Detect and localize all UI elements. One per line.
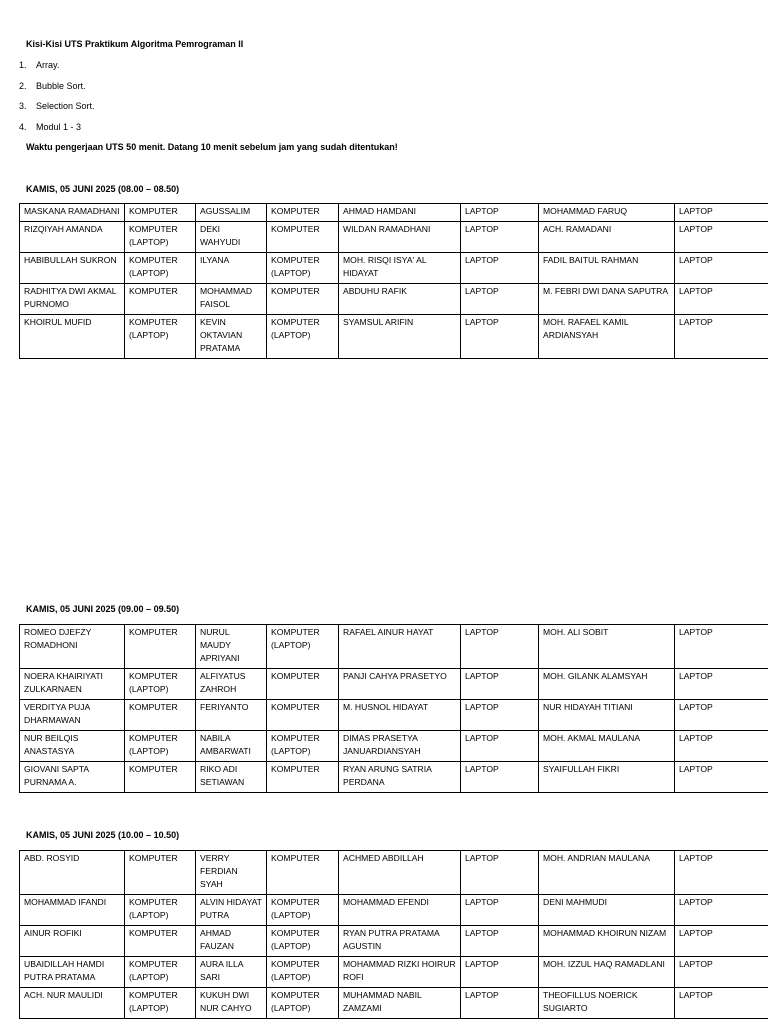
session-title: KAMIS, 05 JUNI 2025 (10.00 – 10.50) [26, 830, 180, 840]
student-name-cell: MOH. RISQI ISYA' AL HIDAYAT [339, 253, 461, 284]
student-name-cell: MOH. GILANK ALAMSYAH [539, 669, 675, 700]
device-cell: KOMPUTER [125, 700, 196, 731]
device-cell: KOMPUTER [267, 284, 339, 315]
device-cell: KOMPUTER (LAPTOP) [125, 957, 196, 988]
student-name-cell: RIZQIYAH AMANDA [20, 222, 125, 253]
device-cell: KOMPUTER (LAPTOP) [267, 957, 339, 988]
student-name-cell: VERRY FERDIAN SYAH [196, 851, 267, 895]
device-cell: LAPTOP [461, 253, 539, 284]
table-row [20, 988, 768, 1019]
device-cell: LAPTOP [675, 988, 768, 1019]
student-name-cell: RAFAEL AINUR HAYAT [339, 625, 461, 669]
topic-number: 1. [19, 60, 27, 70]
student-name-cell: ROMEO DJEFZY ROMADHONI [20, 625, 125, 669]
table-row [20, 222, 768, 253]
student-name-cell: DENI MAHMUDI [539, 895, 675, 926]
device-cell: KOMPUTER (LAPTOP) [267, 926, 339, 957]
device-cell: KOMPUTER [267, 762, 339, 793]
student-name-cell: FADIL BAITUL RAHMAN [539, 253, 675, 284]
device-cell: LAPTOP [675, 926, 768, 957]
device-cell: LAPTOP [675, 669, 768, 700]
topic-text: Bubble Sort. [36, 80, 86, 91]
document-title: Kisi-Kisi UTS Praktikum Algoritma Pemrograman II [26, 39, 244, 49]
student-name-cell: RIKO ADI SETIAWAN [196, 762, 267, 793]
device-cell: LAPTOP [461, 762, 539, 793]
device-cell: KOMPUTER (LAPTOP) [267, 988, 339, 1019]
student-name-cell: MOHAMMAD FARUQ [539, 204, 675, 222]
student-name-cell: NURUL MAUDY APRIYANI [196, 625, 267, 669]
device-cell: LAPTOP [461, 284, 539, 315]
device-cell: KOMPUTER (LAPTOP) [125, 222, 196, 253]
student-name-cell: AURA ILLA SARI [196, 957, 267, 988]
student-name-cell: NUR BEILQIS ANASTASYA [20, 731, 125, 762]
student-name-cell: MASKANA RAMADHANI [20, 204, 125, 222]
device-cell: KOMPUTER [267, 669, 339, 700]
topic-text: Modul 1 - 3 [36, 121, 82, 132]
student-name-cell: MUHAMMAD NABIL ZAMZAMI [339, 988, 461, 1019]
student-name-cell: MOHAMMAD KHOIRUN NIZAM [539, 926, 675, 957]
device-cell: LAPTOP [461, 957, 539, 988]
device-cell: KOMPUTER (LAPTOP) [267, 895, 339, 926]
device-cell: LAPTOP [461, 700, 539, 731]
student-name-cell: AGUSSALIM [196, 204, 267, 222]
device-cell: KOMPUTER [125, 625, 196, 669]
table-row [20, 851, 768, 895]
student-name-cell: MOH. RAFAEL KAMIL ARDIANSYAH [539, 315, 675, 359]
topic-number: 2. [19, 80, 27, 91]
topic-item [19, 80, 95, 101]
topic-number: 3. [19, 101, 27, 111]
topic-text: Selection Sort. [36, 101, 95, 111]
table-row [20, 700, 768, 731]
student-name-cell: RADHITYA DWI AKMAL PURNOMO [20, 284, 125, 315]
device-cell: KOMPUTER [125, 762, 196, 793]
device-cell: KOMPUTER (LAPTOP) [267, 253, 339, 284]
student-name-cell: MOHAMMAD EFENDI [339, 895, 461, 926]
student-name-cell: GIOVANI SAPTA PURNAMA A. [20, 762, 125, 793]
session-title: KAMIS, 05 JUNI 2025 (08.00 – 08.50) [26, 184, 180, 194]
device-cell: LAPTOP [675, 204, 768, 222]
student-name-cell: MOH. AKMAL MAULANA [539, 731, 675, 762]
student-name-cell: KUKUH DWI NUR CAHYO [196, 988, 267, 1019]
device-cell: KOMPUTER [125, 851, 196, 895]
device-cell: KOMPUTER (LAPTOP) [125, 669, 196, 700]
table-row [20, 284, 768, 315]
device-cell: LAPTOP [675, 315, 768, 359]
schedule-table [19, 624, 768, 793]
student-name-cell: ALVIN HIDAYAT PUTRA [196, 895, 267, 926]
student-name-cell: ILYANA [196, 253, 267, 284]
topic-item [19, 100, 95, 121]
device-cell: LAPTOP [675, 700, 768, 731]
student-name-cell: AHMAD FAUZAN [196, 926, 267, 957]
student-name-cell: AINUR ROFIKI [20, 926, 125, 957]
student-name-cell: THEOFILLUS NOERICK SUGIARTO [539, 988, 675, 1019]
device-cell: LAPTOP [675, 222, 768, 253]
device-cell: KOMPUTER [267, 222, 339, 253]
topic-item [19, 59, 95, 80]
student-name-cell: ACH. RAMADANI [539, 222, 675, 253]
table-row [20, 625, 768, 669]
table-row [20, 731, 768, 762]
device-cell: LAPTOP [461, 315, 539, 359]
student-name-cell: AHMAD HAMDANI [339, 204, 461, 222]
student-name-cell: RYAN ARUNG SATRIA PERDANA [339, 762, 461, 793]
device-cell: KOMPUTER (LAPTOP) [125, 731, 196, 762]
table-row [20, 895, 768, 926]
topic-list [19, 59, 95, 141]
device-cell: LAPTOP [461, 204, 539, 222]
session-title: KAMIS, 05 JUNI 2025 (09.00 – 09.50) [26, 604, 180, 614]
device-cell: LAPTOP [675, 253, 768, 284]
device-cell: LAPTOP [461, 731, 539, 762]
schedule-table [19, 203, 768, 359]
device-cell: LAPTOP [675, 957, 768, 988]
device-cell: KOMPUTER [125, 204, 196, 222]
student-name-cell: MOH. IZZUL HAQ RAMADLANI [539, 957, 675, 988]
table-row [20, 315, 768, 359]
topic-text: Array. [36, 60, 60, 70]
student-name-cell: NABILA AMBARWATI [196, 731, 267, 762]
student-name-cell: MOHAMMAD FAISOL [196, 284, 267, 315]
table-row [20, 669, 768, 700]
student-name-cell: SYAIFULLAH FIKRI [539, 762, 675, 793]
table-row [20, 926, 768, 957]
student-name-cell: MOH. ALI SOBIT [539, 625, 675, 669]
device-cell: KOMPUTER (LAPTOP) [125, 253, 196, 284]
device-cell: LAPTOP [461, 625, 539, 669]
device-cell: LAPTOP [675, 284, 768, 315]
student-name-cell: UBAIDILLAH HAMDI PUTRA PRATAMA [20, 957, 125, 988]
device-cell: KOMPUTER [267, 700, 339, 731]
device-cell: KOMPUTER (LAPTOP) [267, 625, 339, 669]
student-name-cell: ABD. ROSYID [20, 851, 125, 895]
student-name-cell: ACHMED ABDILLAH [339, 851, 461, 895]
student-name-cell: HABIBULLAH SUKRON [20, 253, 125, 284]
device-cell: LAPTOP [675, 895, 768, 926]
device-cell: LAPTOP [675, 731, 768, 762]
device-cell: KOMPUTER (LAPTOP) [267, 315, 339, 359]
student-name-cell: SYAMSUL ARIFIN [339, 315, 461, 359]
device-cell: KOMPUTER [267, 851, 339, 895]
device-cell: LAPTOP [461, 895, 539, 926]
device-cell: KOMPUTER (LAPTOP) [125, 895, 196, 926]
device-cell: KOMPUTER (LAPTOP) [125, 988, 196, 1019]
student-name-cell: FERIYANTO [196, 700, 267, 731]
device-cell: KOMPUTER [125, 926, 196, 957]
student-name-cell: VERDITYA PUJA DHARMAWAN [20, 700, 125, 731]
table-row [20, 762, 768, 793]
device-cell: KOMPUTER [267, 204, 339, 222]
student-name-cell: M. FEBRI DWI DANA SAPUTRA [539, 284, 675, 315]
student-name-cell: MOH. ANDRIAN MAULANA [539, 851, 675, 895]
device-cell: LAPTOP [461, 988, 539, 1019]
student-name-cell: ACH. NUR MAULIDI [20, 988, 125, 1019]
device-cell: KOMPUTER (LAPTOP) [125, 315, 196, 359]
student-name-cell: DIMAS PRASETYA JANUARDIANSYAH [339, 731, 461, 762]
student-name-cell: M. HUSNOL HIDAYAT [339, 700, 461, 731]
topic-number: 4. [19, 121, 27, 132]
student-name-cell: MOHAMMAD RIZKI HOIRUR ROFI [339, 957, 461, 988]
table-row [20, 253, 768, 284]
device-cell: LAPTOP [461, 851, 539, 895]
device-cell: LAPTOP [675, 625, 768, 669]
student-name-cell: KHOIRUL MUFID [20, 315, 125, 359]
topic-item [19, 121, 95, 142]
student-name-cell: RYAN PUTRA PRATAMA AGUSTIN [339, 926, 461, 957]
student-name-cell: DEKI WAHYUDI [196, 222, 267, 253]
device-cell: KOMPUTER [125, 284, 196, 315]
student-name-cell: NOERA KHAIRIYATI ZULKARNAEN [20, 669, 125, 700]
student-name-cell: KEVIN OKTAVIAN PRATAMA [196, 315, 267, 359]
student-name-cell: ABDUHU RAFIK [339, 284, 461, 315]
exam-notice: Waktu pengerjaan UTS 50 menit. Datang 10 menit sebelum jam yang sudah ditentukan! [26, 142, 398, 152]
student-name-cell: PANJI CAHYA PRASETYO [339, 669, 461, 700]
schedule-table [19, 850, 768, 1019]
device-cell: LAPTOP [461, 222, 539, 253]
device-cell: KOMPUTER (LAPTOP) [267, 731, 339, 762]
student-name-cell: ALFIYATUS ZAHROH [196, 669, 267, 700]
student-name-cell: MOHAMMAD IFANDI [20, 895, 125, 926]
student-name-cell: NUR HIDAYAH TITIANI [539, 700, 675, 731]
table-row [20, 204, 768, 222]
device-cell: LAPTOP [461, 669, 539, 700]
device-cell: LAPTOP [675, 851, 768, 895]
device-cell: LAPTOP [461, 926, 539, 957]
student-name-cell: WILDAN RAMADHANI [339, 222, 461, 253]
device-cell: LAPTOP [675, 762, 768, 793]
table-row [20, 957, 768, 988]
